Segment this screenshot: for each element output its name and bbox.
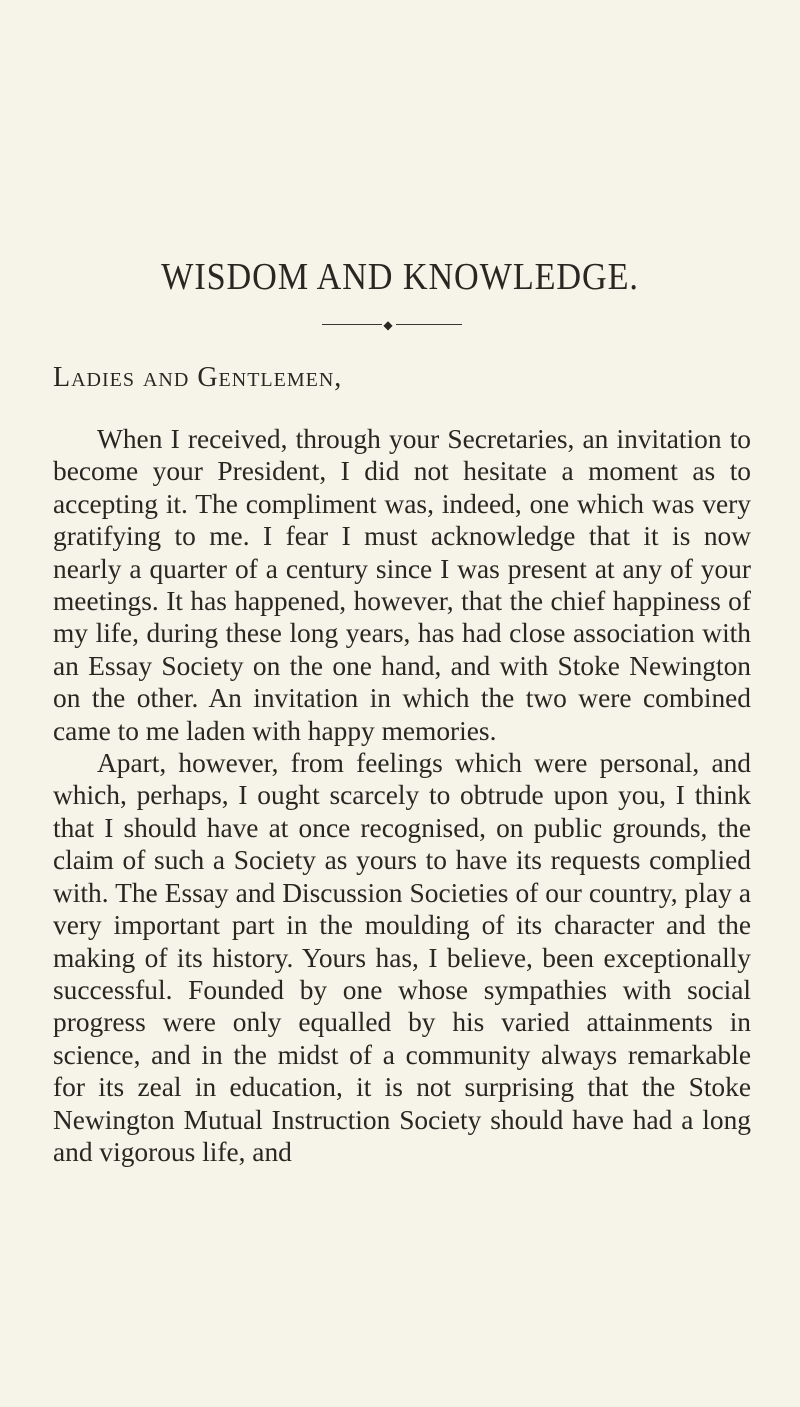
paragraph: Apart, however, from feelings which were personal, and which, perhaps, I ought scarcely to obtrude upon you, I think that I should have at once recognised, on public grounds, the claim of such a Society as yours to have its requests complied with. The Essay and Discussion Societies of our country, play a very important part in the moulding of its character and the making of its history. Yours has, I believe, been exceptionally successful. Founded by one whose sympathies with social progress were only equalled by his varied attainments in science, and in the midst of a community always remarkable for its zeal in education, it is not surprising that the Stoke Newington Mutual Instruction Society should have had a long and vigorous life, and	[53, 748, 751, 1167]
diamond-icon: ◆	[383, 318, 393, 332]
ornament-rule-right	[396, 324, 462, 325]
salutation: Ladies and Gentlemen,	[53, 362, 343, 393]
ornament-rule-left	[322, 324, 382, 325]
ornament-divider	[322, 318, 462, 332]
chapter-title: WISDOM AND KNOWLEDGE.	[161, 256, 639, 298]
body-text	[53, 423, 751, 1168]
paragraph: When I received, through your Secretaries, an invitation to become your President, I did not hesitate a moment as to accepting it. The compliment was, indeed, one which was very gratifying to me. I fear I must acknowledge that it is now nearly a quarter of a century since I was present at any of your meetings. It has happened, however, that the chief happiness of my life, during these long years, has had close association with an Essay Society on the one hand, and with Stoke Newington on the other. An invitation in which the two were combined came to me laden with happy memories.	[53, 424, 751, 746]
